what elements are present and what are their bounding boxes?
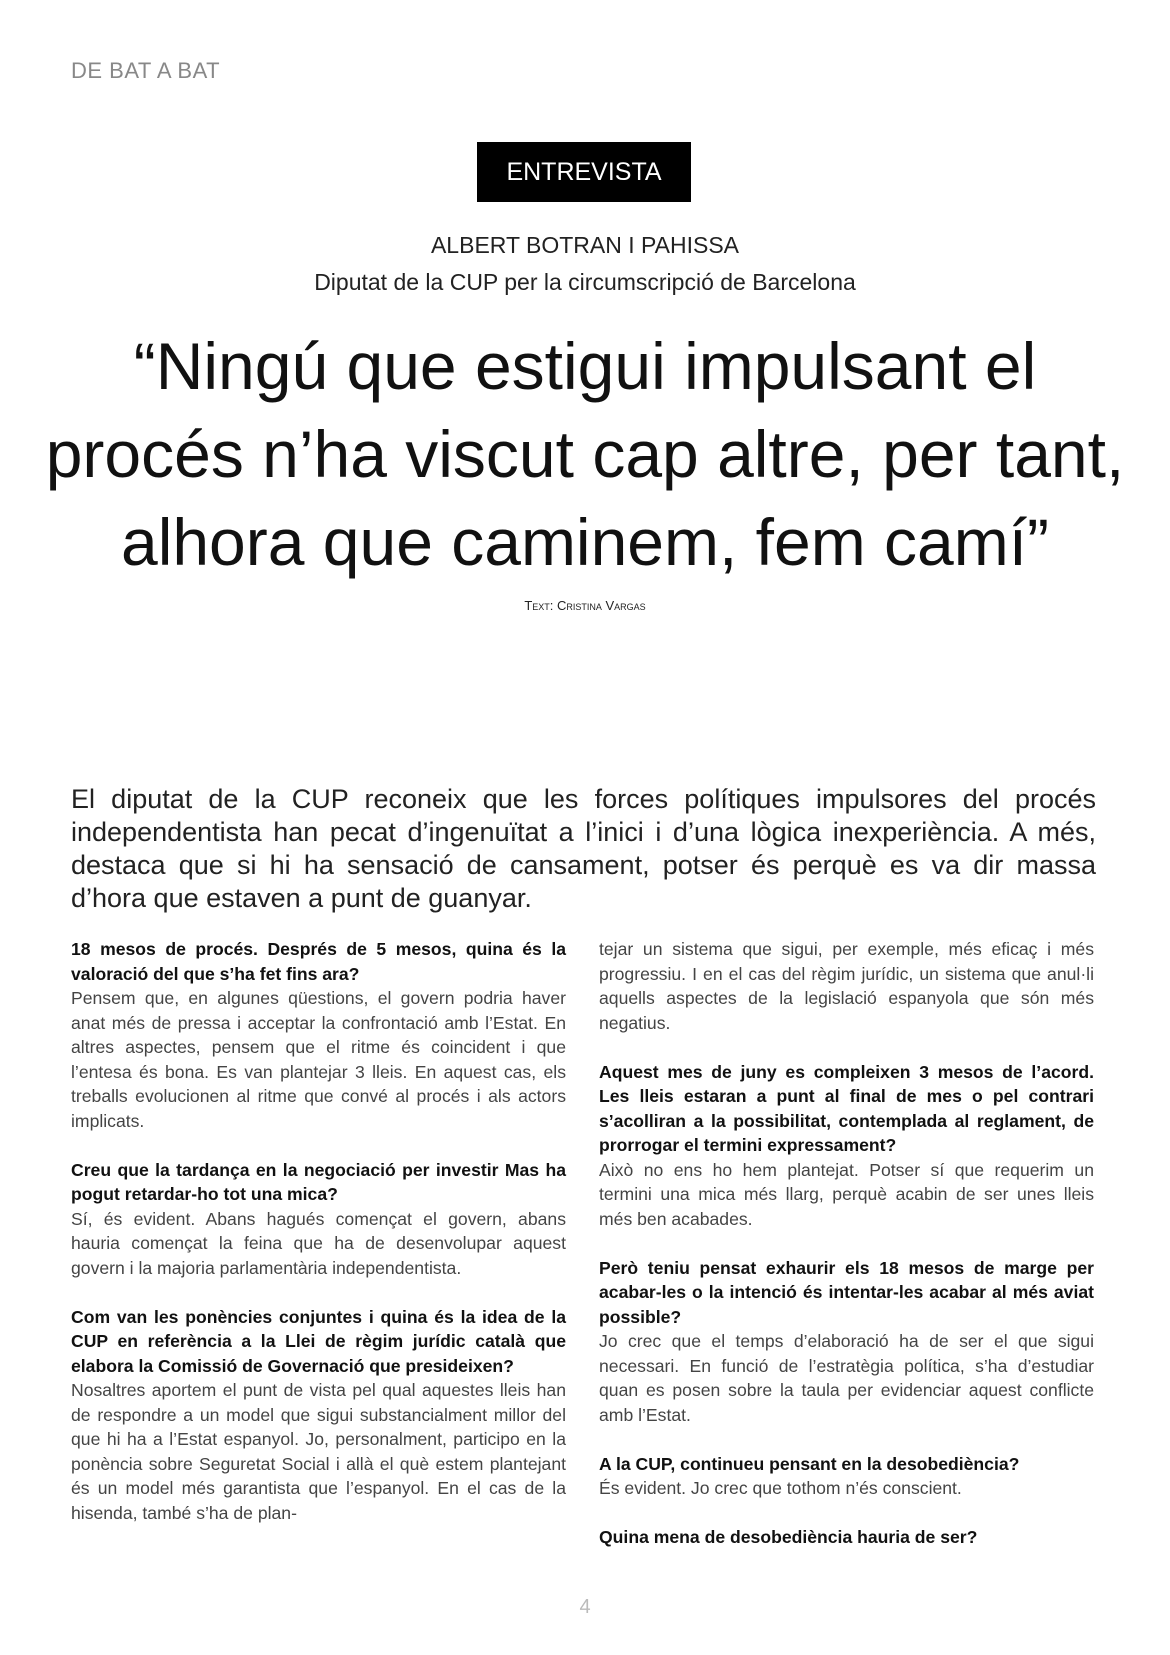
question: Com van les ponències conjuntes i quina és la idea de la CUP en referència a la Llei de règim jurídic català que elabora la Comissió de Governació que presideixen? [71,1306,566,1376]
qa-block [599,937,1094,1035]
question: 18 mesos de procés. Després de 5 mesos, quina és la valoració del que s’ha fet fins ara? [71,939,566,984]
answer: És evident. Jo crec que tothom n’és conscient. [599,1478,962,1498]
section-badge: ENTREVISTA [477,142,691,202]
left-column [71,937,566,1550]
qa-block [71,937,566,1133]
qa-block [599,1060,1094,1232]
right-column [599,937,1094,1574]
lead-paragraph: El diputat de la CUP reconeix que les forces polítiques impulsores del procés independentista han pecat d’ingenuïtat a l’inici i d’una lògica inexperiència. A més, destaca que si hi ha sensació de cansament, potser és perquè es va dir massa d’hora que estaven a punt de guanyar. [71,784,1096,913]
qa-block [599,1256,1094,1428]
question: Però teniu pensat exhaurir els 18 mesos de marge per acabar-les o la intenció és intentar-les acabar al més aviat possible? [599,1257,1094,1327]
headline-quote: “Ningú que estigui impulsant el procés n’ha viscut cap altre, per tant, alhora que caminem, fem camí” [45,329,1125,579]
author-credit: Text: Cristina Vargas [524,598,646,613]
qa-block [71,1305,566,1526]
question: Quina mena de desobediència hauria de ser? [599,1527,978,1547]
answer: Pensem que, en algunes qüestions, el govern podria haver anat més de pressa i acceptar la confrontació amb l’Estat. En altres aspectes, pensem que el ritme és coincident i que l’entesa és bona. Es van plantejar 3 lleis. En aquest cas, els treballs evolucionen al ritme que convé al procés i als actors implicats. [71,988,566,1131]
interviewee-role: Diputat de la CUP per la circumscripció de Barcelona [314,269,856,295]
answer-continuation: tejar un sistema que sigui, per exemple, més eficaç i més progressiu. I en el cas del règim jurídic, un sistema que anul·li aquells aspectes de la legislació espanyola que són més negatius. [599,939,1094,1033]
question: Creu que la tardança en la negociació per investir Mas ha pogut retardar-ho tot una mica? [71,1159,566,1204]
question: Aquest mes de juny es compleixen 3 mesos de l’acord. Les lleis estaran a punt al final de mes o pel contrari s’acolliran a la possibilitat, contemplada al reglament, de prorrogar el termini expressament? [599,1061,1094,1155]
answer: Nosaltres aportem el punt de vista pel qual aquestes lleis han de respondre a un model que sigui substancialment millor del que hi ha a l’Estat espanyol. Jo, personalment, participo en la ponència sobre Seguretat Social i allà el què estem plantejant és un model més garantista que l’espanyol. En el cas de la hisenda, també s’ha de plan- [71,1380,566,1523]
answer: Això no ens ho hem plantejat. Potser sí que requerim un termini una mica més llarg, perquè acabin de ser unes lleis més ben acabades. [599,1159,1094,1229]
section-label: DE BAT A BAT [71,58,221,83]
answer: Jo crec que el temps d’elaboració ha de ser el que sigui necessari. En funció de l’estratègia política, s’ha d’estudiar quan es posen sobre la taula per evidenciar aquest conflicte amb l’Estat. [599,1331,1094,1425]
qa-block [599,1525,1094,1550]
question: A la CUP, continueu pensant en la desobediència? [599,1453,1020,1474]
qa-block [599,1452,1094,1501]
qa-block [71,1158,566,1281]
answer: Sí, és evident. Abans hagués començat el govern, abans hauria començat la feina que ha de desenvolupar aquest govern i la majoria parlamentària independentista. [71,1208,566,1278]
interviewee-name: ALBERT BOTRAN I PAHISSA [430,232,740,258]
page-number: 4 [579,1596,591,1618]
